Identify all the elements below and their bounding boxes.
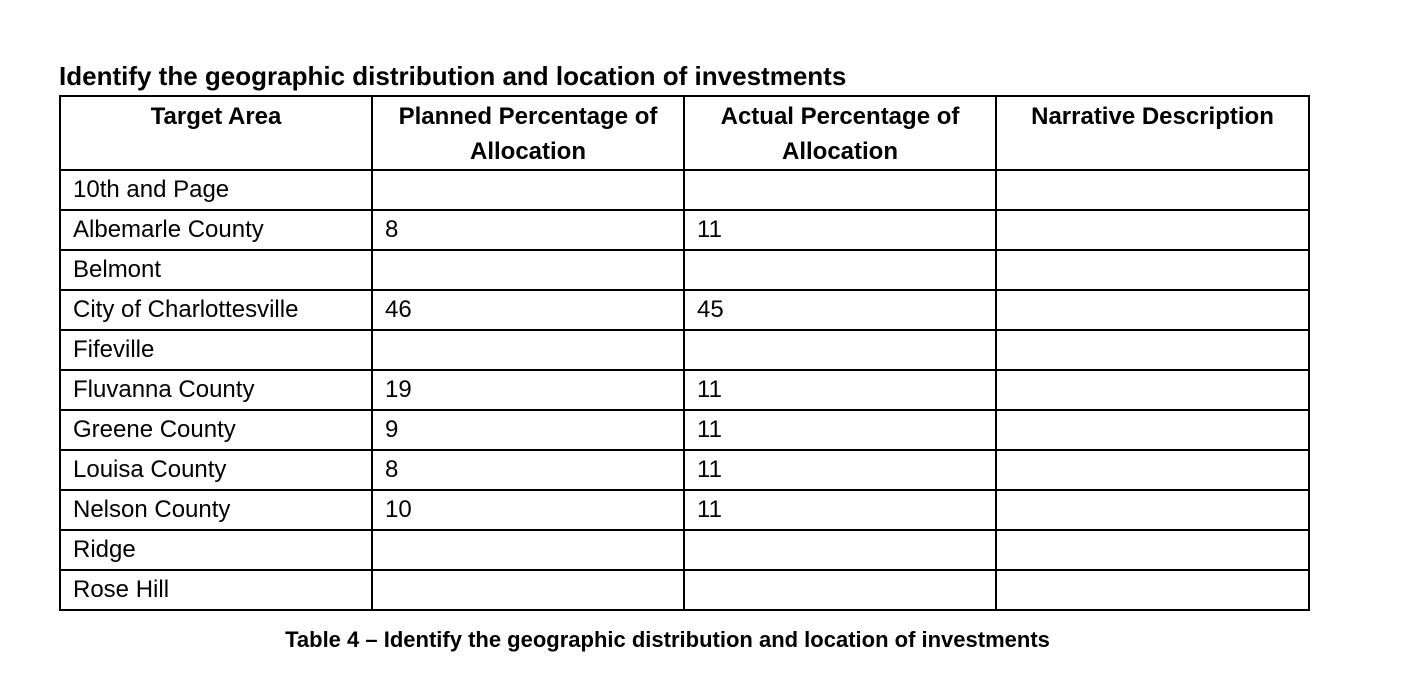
table-row bbox=[60, 490, 1309, 530]
cell-actual: 45 bbox=[684, 290, 996, 330]
table-heading: Identify the geographic distribution and location of investments bbox=[59, 61, 847, 91]
header-planned-percentage: Planned Percentage of Allocation bbox=[372, 96, 684, 170]
cell-target-area: Fifeville bbox=[60, 330, 372, 370]
table-row bbox=[60, 330, 1309, 370]
cell-actual: 11 bbox=[684, 410, 996, 450]
header-target-area: Target Area bbox=[60, 96, 372, 170]
cell-target-area: Albemarle County bbox=[60, 210, 372, 250]
table-row bbox=[60, 170, 1309, 210]
cell-target-area: Greene County bbox=[60, 410, 372, 450]
table-row bbox=[60, 410, 1309, 450]
cell-narrative bbox=[996, 410, 1309, 450]
cell-narrative bbox=[996, 530, 1309, 570]
cell-narrative bbox=[996, 330, 1309, 370]
cell-planned: 10 bbox=[372, 490, 684, 530]
cell-target-area: 10th and Page bbox=[60, 170, 372, 210]
cell-actual bbox=[684, 570, 996, 610]
cell-actual bbox=[684, 330, 996, 370]
cell-narrative bbox=[996, 570, 1309, 610]
table-caption: Table 4 – Identify the geographic distribution and location of investments bbox=[285, 627, 1050, 652]
cell-target-area: Nelson County bbox=[60, 490, 372, 530]
cell-planned bbox=[372, 330, 684, 370]
cell-planned: 19 bbox=[372, 370, 684, 410]
cell-planned: 9 bbox=[372, 410, 684, 450]
cell-narrative bbox=[996, 450, 1309, 490]
cell-planned bbox=[372, 250, 684, 290]
table-row bbox=[60, 530, 1309, 570]
table-header-row bbox=[60, 96, 1309, 170]
table-row bbox=[60, 370, 1309, 410]
cell-target-area: Louisa County bbox=[60, 450, 372, 490]
table-row bbox=[60, 570, 1309, 610]
cell-narrative bbox=[996, 490, 1309, 530]
cell-actual: 11 bbox=[684, 370, 996, 410]
cell-narrative bbox=[996, 170, 1309, 210]
cell-actual: 11 bbox=[684, 490, 996, 530]
cell-actual bbox=[684, 250, 996, 290]
cell-actual bbox=[684, 170, 996, 210]
cell-actual: 11 bbox=[684, 210, 996, 250]
cell-target-area: Fluvanna County bbox=[60, 370, 372, 410]
header-narrative-description: Narrative Description bbox=[996, 96, 1309, 170]
table-row bbox=[60, 250, 1309, 290]
table-row bbox=[60, 450, 1309, 490]
cell-planned bbox=[372, 570, 684, 610]
cell-planned: 8 bbox=[372, 210, 684, 250]
cell-target-area: Belmont bbox=[60, 250, 372, 290]
cell-actual bbox=[684, 530, 996, 570]
cell-planned bbox=[372, 170, 684, 210]
cell-actual: 11 bbox=[684, 450, 996, 490]
cell-planned: 8 bbox=[372, 450, 684, 490]
cell-planned: 46 bbox=[372, 290, 684, 330]
allocation-table bbox=[59, 95, 1310, 611]
cell-narrative bbox=[996, 370, 1309, 410]
cell-planned bbox=[372, 530, 684, 570]
cell-narrative bbox=[996, 210, 1309, 250]
cell-narrative bbox=[996, 250, 1309, 290]
cell-target-area: City of Charlottesville bbox=[60, 290, 372, 330]
table-row bbox=[60, 210, 1309, 250]
cell-target-area: Rose Hill bbox=[60, 570, 372, 610]
table-row bbox=[60, 290, 1309, 330]
cell-narrative bbox=[996, 290, 1309, 330]
cell-target-area: Ridge bbox=[60, 530, 372, 570]
header-actual-percentage: Actual Percentage of Allocation bbox=[684, 96, 996, 170]
